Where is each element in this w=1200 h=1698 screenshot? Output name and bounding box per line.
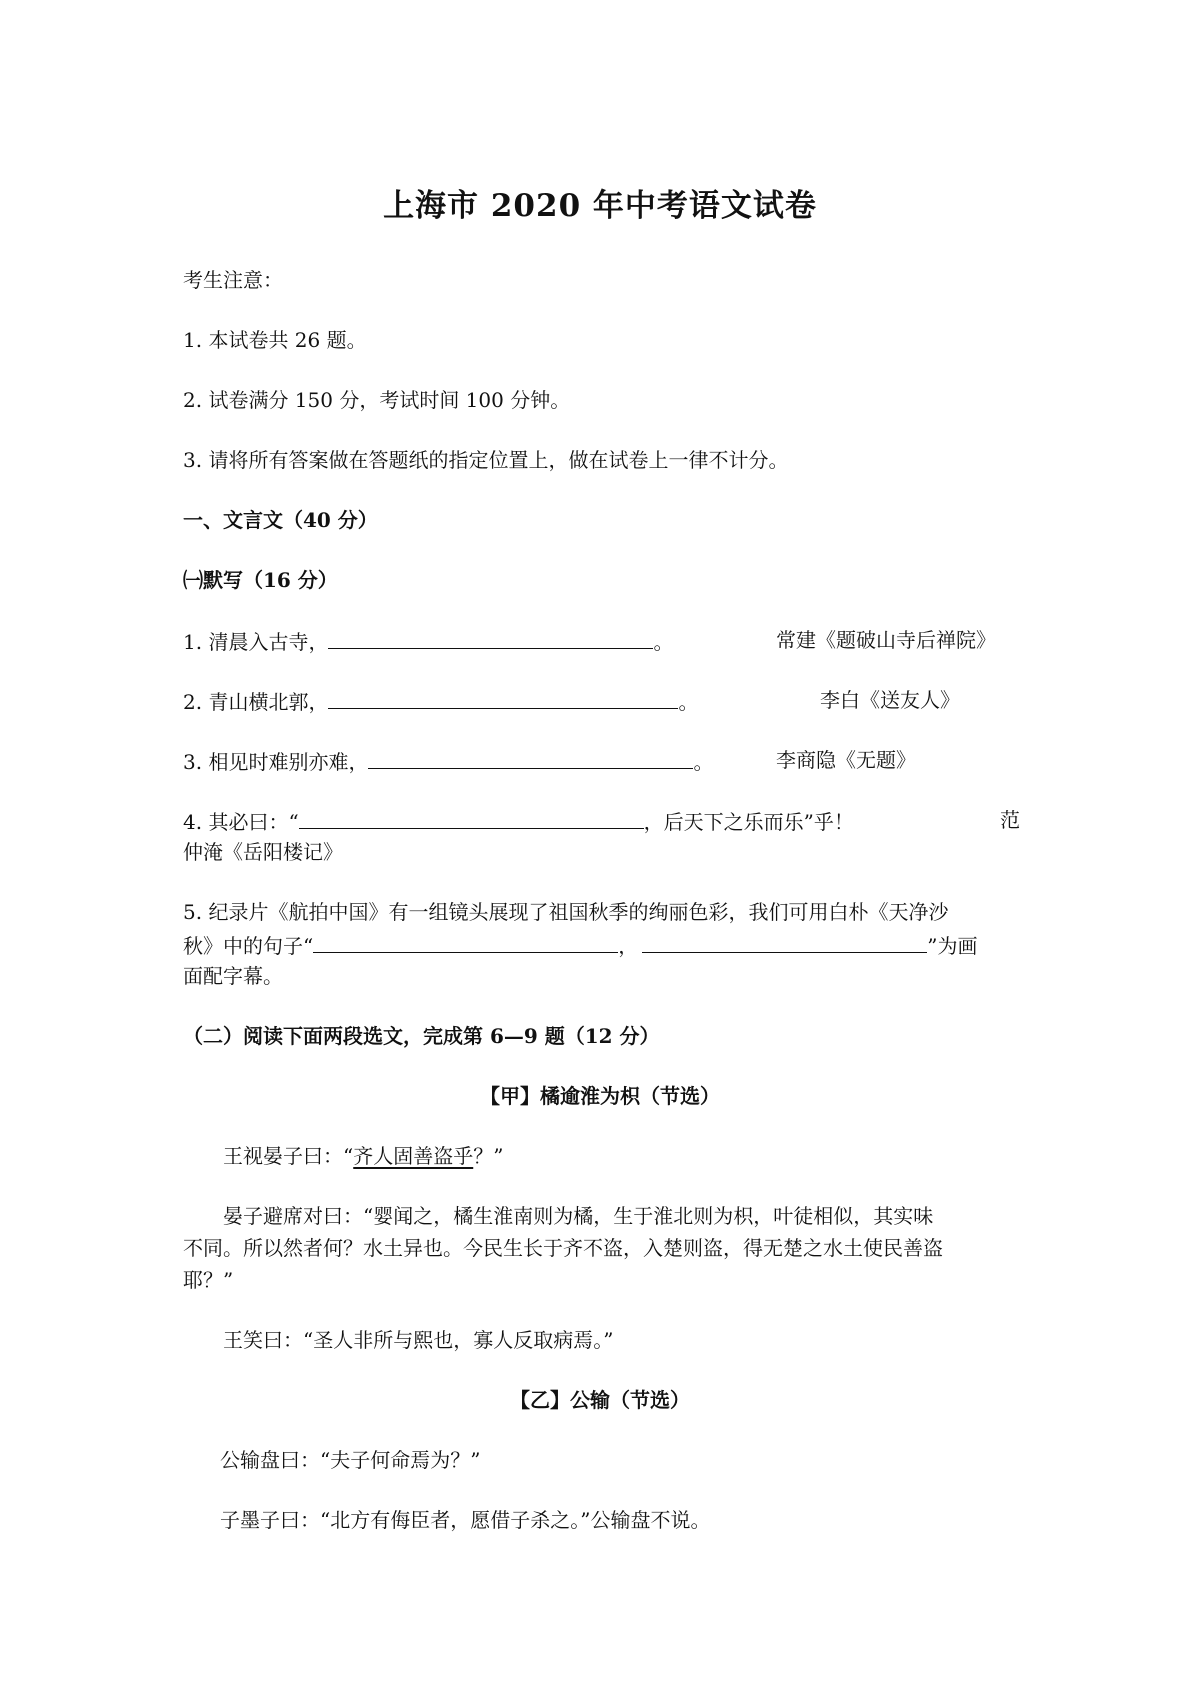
question-punct: 。 [693, 750, 714, 774]
notice-item: 1. 本试卷共 26 题。 [183, 328, 367, 352]
question-3 [183, 746, 713, 776]
passage-text: 王视晏子曰：“ [223, 1144, 354, 1168]
answer-blank[interactable] [299, 806, 644, 829]
question-punct: 。 [678, 690, 699, 714]
question-source: 李商隐《无题》 [776, 748, 916, 772]
question-5-line: 面配字幕。 [183, 964, 283, 988]
notice-heading: 考生注意： [183, 268, 283, 292]
question-source: 仲淹《岳阳楼记》 [183, 840, 343, 864]
passage-text: ？” [473, 1144, 504, 1168]
question-text: 3. 相见时难别亦难， [183, 750, 369, 774]
question-5-line: 5. 纪录片《航拍中国》有一组镜头展现了祖国秋季的绚丽色彩，我们可用白朴《天净沙 [183, 900, 949, 924]
notice-item: 3. 请将所有答案做在答题纸的指定位置上，做在试卷上一律不计分。 [183, 448, 789, 472]
passage-paragraph: 公输盘曰：“夫子何命焉为？” [220, 1448, 481, 1472]
answer-blank[interactable] [328, 626, 653, 649]
question-punct: ， [618, 934, 639, 958]
question-source: 李白《送友人》 [820, 688, 960, 712]
passage-paragraph: 王笑曰：“圣人非所与熙也，寡人反取病焉。” [223, 1328, 614, 1352]
question-text: 秋》中的句子“ [183, 934, 314, 958]
part-heading: （二）阅读下面两段选文，完成第 6—9 题（12 分） [183, 1024, 660, 1048]
question-4 [183, 806, 854, 836]
question-5-line [183, 930, 977, 960]
answer-blank[interactable] [368, 746, 693, 769]
question-text: ，后天下之乐而乐”乎！ [643, 810, 854, 834]
question-punct: 。 [653, 630, 674, 654]
passage-paragraph [223, 1142, 503, 1170]
answer-blank[interactable] [328, 686, 678, 709]
question-text: 2. 青山横北郭， [183, 690, 329, 714]
question-1 [183, 626, 673, 656]
passage-line: 晏子避席对曰：“婴闻之，橘生淮南则为橘，生于淮北则为枳，叶徒相似，其实味 [223, 1204, 934, 1228]
underlined-sentence: 齐人固善盗乎 [353, 1144, 474, 1168]
notice-item: 2. 试卷满分 150 分，考试时间 100 分钟。 [183, 388, 571, 412]
question-text: 4. 其必曰：“ [183, 810, 299, 834]
passage-title: 【甲】橘逾淮为枳（节选） [480, 1084, 720, 1108]
part-heading: ㈠默写（16 分） [183, 568, 338, 592]
passage-title: 【乙】公输（节选） [510, 1388, 690, 1412]
question-source: 常建《题破山寺后禅院》 [776, 628, 996, 652]
question-source: 范 [1000, 808, 1020, 832]
exam-title: 上海市 2020 年中考语文试卷 [383, 188, 817, 224]
answer-blank[interactable] [313, 930, 618, 953]
question-text: 1. 清晨入古寺， [183, 630, 329, 654]
passage-paragraph: 子墨子曰：“北方有侮臣者，愿借子杀之。”公输盘不说。 [220, 1508, 711, 1532]
passage-line: 不同。所以然者何？水土异也。今民生长于齐不盗，入楚则盗，得无楚之水土使民善盗 [183, 1236, 943, 1260]
question-2 [183, 686, 698, 716]
answer-blank[interactable] [642, 930, 927, 953]
passage-line: 耶？” [183, 1268, 234, 1292]
question-text: ”为画 [927, 934, 978, 958]
section-heading: 一、文言文（40 分） [183, 508, 378, 532]
